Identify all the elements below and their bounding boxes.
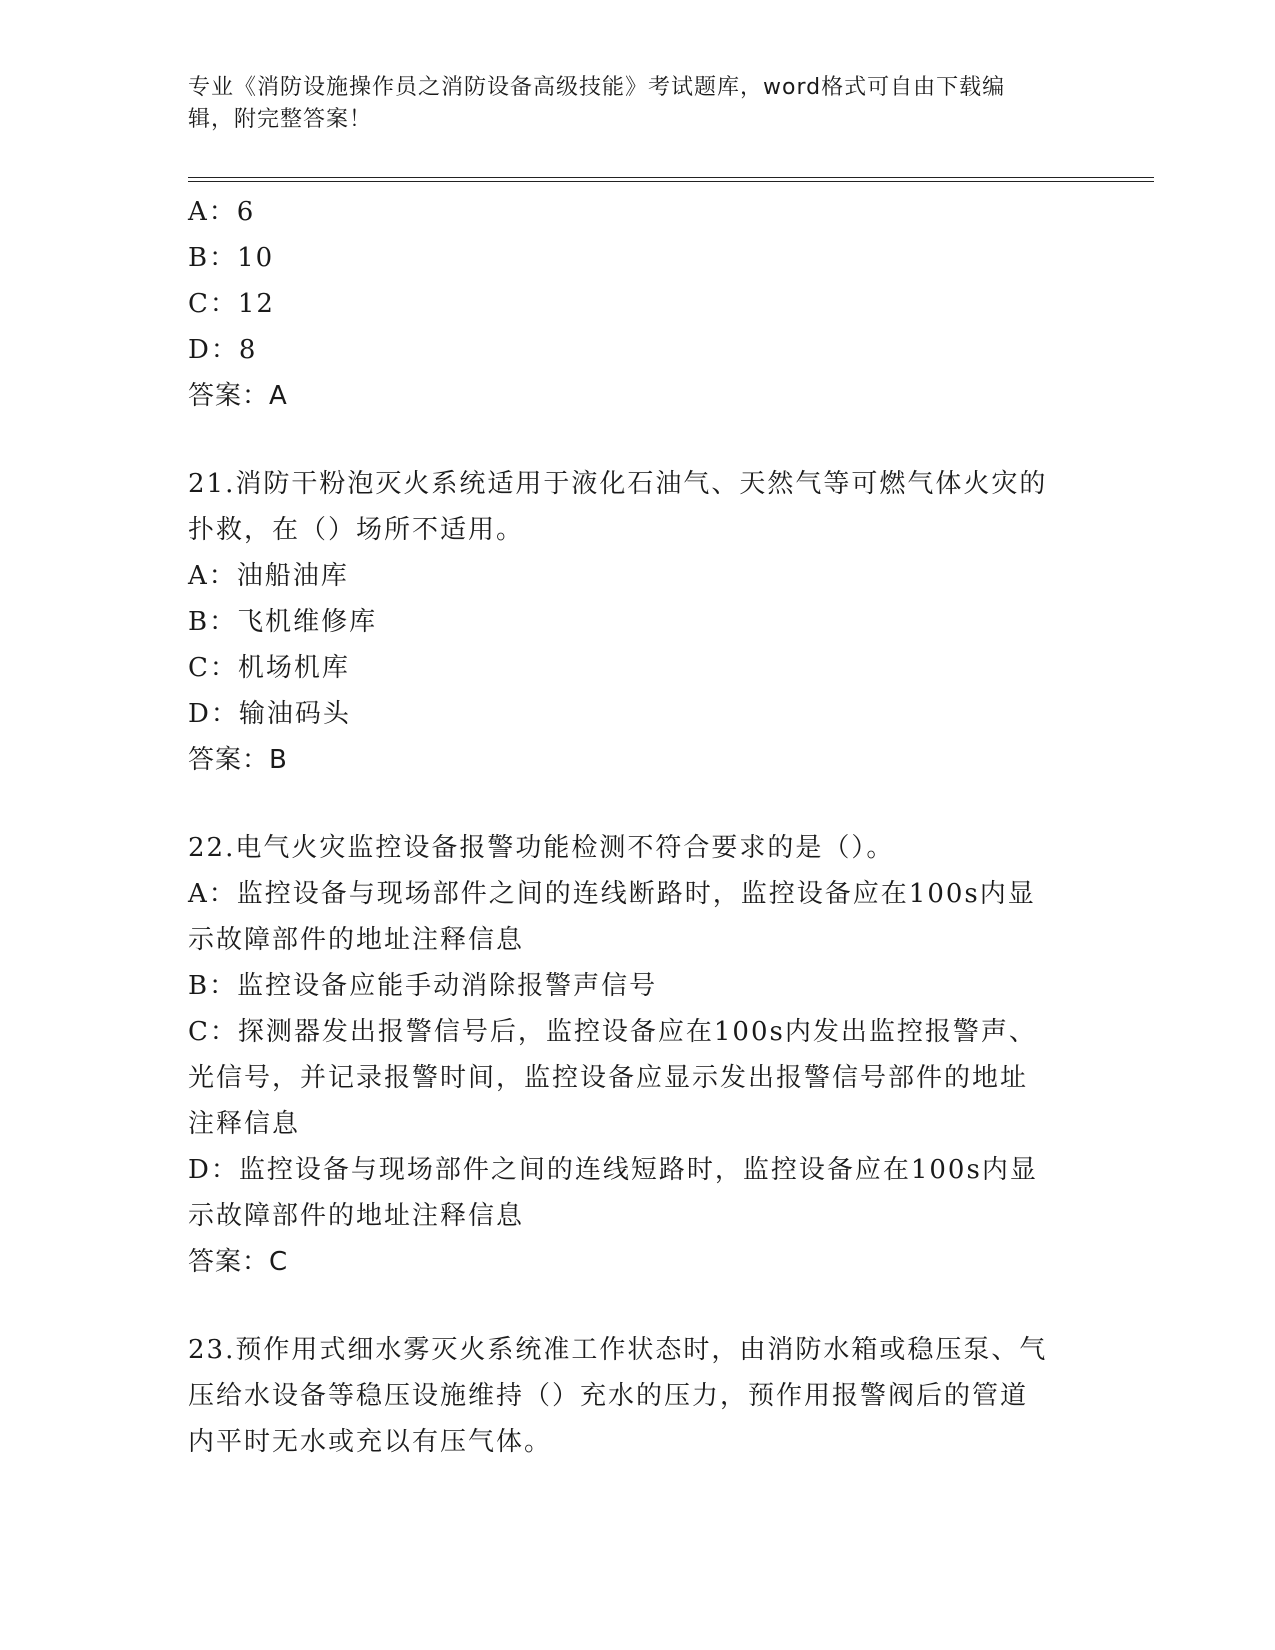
document-header — [188, 72, 1068, 136]
question-stem: 23.预作用式细水雾灭火系统准工作状态时，由消防水箱或稳压泵、气 — [188, 1335, 1048, 1365]
header-line-1: 专业《消防设施操作员之消防设备高级技能》考试题库，word格式可自由下载编 — [188, 75, 1006, 100]
option-a-continued: 示故障部件的地址注释信息 — [188, 925, 525, 955]
header-line-2: 辑，附完整答案！ — [188, 107, 373, 132]
option-b: B：飞机维修库 — [188, 607, 378, 637]
question-22 — [188, 825, 1088, 1285]
option-a: A：油船油库 — [188, 561, 349, 591]
option-c: C：探测器发出报警信号后，监控设备应在100s内发出监控报警声、 — [188, 1017, 1037, 1047]
option-c-continued: 光信号，并记录报警时间，监控设备应显示发出报警信号部件的地址 — [188, 1063, 1029, 1093]
option-b: B：监控设备应能手动消除报警声信号 — [188, 971, 658, 1001]
spacer — [188, 419, 1088, 461]
option-d: D：监控设备与现场部件之间的连线短路时，监控设备应在100s内显 — [188, 1155, 1038, 1185]
question-23 — [188, 1327, 1088, 1465]
question-list — [188, 189, 1088, 1465]
header-divider-top — [188, 177, 1154, 178]
question-20 — [188, 189, 1088, 419]
option-d: D：8 — [188, 335, 258, 365]
question-stem: 扑救，在（）场所不适用。 — [188, 515, 525, 545]
spacer — [188, 783, 1088, 825]
question-stem: 22.电气火灾监控设备报警功能检测不符合要求的是（）。 — [188, 833, 895, 863]
question-stem: 压给水设备等稳压设施维持（）充水的压力，预作用报警阀后的管道 — [188, 1381, 1029, 1411]
option-c: C：机场机库 — [188, 653, 350, 683]
option-d: D：输油码头 — [188, 699, 351, 729]
spacer — [188, 1285, 1088, 1327]
option-c-continued: 注释信息 — [188, 1109, 301, 1139]
question-stem: 21.消防干粉泡灭火系统适用于液化石油气、天然气等可燃气体火灾的 — [188, 469, 1048, 499]
header-divider-bottom — [188, 181, 1154, 182]
option-a: A：6 — [188, 197, 256, 227]
option-d-continued: 示故障部件的地址注释信息 — [188, 1201, 525, 1231]
option-a: A：监控设备与现场部件之间的连线断路时，监控设备应在100s内显 — [188, 879, 1036, 909]
question-21 — [188, 461, 1088, 783]
option-b: B：10 — [188, 243, 275, 273]
option-c: C：12 — [188, 289, 275, 319]
question-stem: 内平时无水或充以有压气体。 — [188, 1427, 553, 1457]
answer-line: 答案：C — [188, 1247, 289, 1277]
answer-line: 答案：A — [188, 381, 288, 411]
answer-line: 答案：B — [188, 745, 288, 775]
